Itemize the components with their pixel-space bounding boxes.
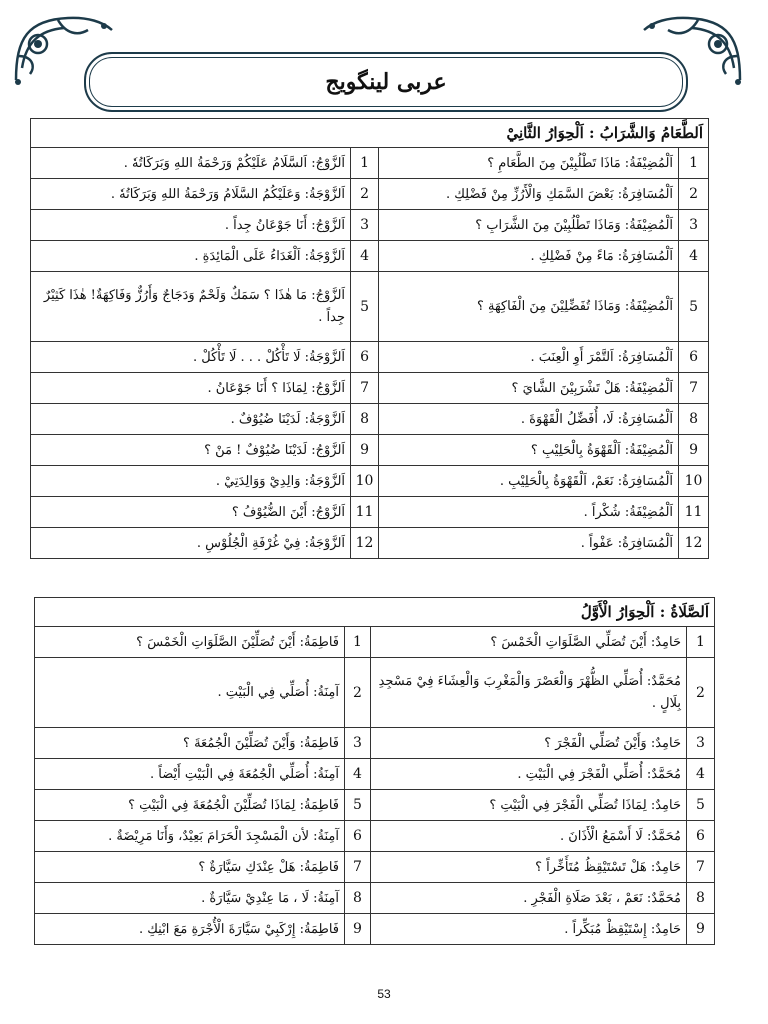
table-row [35,883,715,914]
row-number: 9 [351,435,379,466]
row-number: 5 [687,790,715,821]
table-row [31,466,709,497]
row-number: 8 [345,883,371,914]
row-number: 10 [679,466,709,497]
table-row [35,627,715,658]
dialogue-line-b: اَلزَّوْجُ: مَا هٰذَا ؟ سَمَكٌ وَلَحْمٌ وَدَجَاجٌ وَأَرُزٌّ وَفَاكِهَةٌ! هٰذَا كَثِيْرٌ جِداً . [31,272,351,342]
row-number: 2 [351,179,379,210]
dialogue-line-b: فَاطِمَةُ: إِرْكَبِيْ سَيَّارَةَ الْأُجْرَةِ مَعَ ابْنِكِ . [35,914,345,945]
dialogue-line-a: حَامِدٌ: أَيْنَ تُصَلِّي الصَّلَوَاتِ الْخَمْسَ ؟ [371,627,687,658]
row-number: 5 [345,790,371,821]
table-row [35,852,715,883]
dialogue-line-a: مُحَمَّدٌ: نَعَمْ ، بَعْدَ صَلَاةِ الْفَجْرِ . [371,883,687,914]
row-number: 6 [687,821,715,852]
row-number: 11 [679,497,709,528]
table-row [31,272,709,342]
table-row [31,404,709,435]
row-number: 12 [351,528,379,559]
dialogue-line-b: فَاطِمَةُ: وَأَيْنَ تُصَلِّيْنَ الْجُمُعَةَ ؟ [35,728,345,759]
dialogue-line-a: حَامِدٌ: إِسْتَيْقِظْ مُبَكِّراً . [371,914,687,945]
dialogue-line-a: اَلْمُضِيْفَةُ: وَمَاذَا تُفَضِّلِيْنَ مِنَ الْفَاكِهَةِ ؟ [379,272,679,342]
dialogue-line-a: اَلْمُسَافِرَةُ: مَاءً مِنْ فَضْلِكِ . [379,241,679,272]
row-number: 2 [687,658,715,728]
dialogue-line-a: اَلْمُسَافِرَةُ: عَفْواً . [379,528,679,559]
dialogue-line-b: اَلزَّوْجَةُ: وَعَلَيْكُمُ السَّلَامُ وَرَحْمَةُ اللهِ وَبَرَكَاتُهٗ . [31,179,351,210]
row-number: 7 [679,373,709,404]
row-number: 9 [679,435,709,466]
dialogue-line-b: آمِنَةُ: لأن الْمَسْجِدَ الْحَرَامَ بَعِيْدٌ، وَأَنَا مَرِيْضَةٌ . [35,821,345,852]
table-row [35,821,715,852]
table-row [35,914,715,945]
table-row [31,241,709,272]
dialogue-line-b: اَلزَّوْجَةُ: فِيْ غُرْفَةِ الْجُلُوْسِ . [31,528,351,559]
dialogue-line-a: اَلْمُسَافِرَةُ: اَلتَّمْرَ أَوِ الْعِنَبَ . [379,342,679,373]
table-row [31,342,709,373]
dialogue-line-a: اَلْمُضِيْفَةُ: هَلْ تَشْرَبِيْنَ الشَّايَ ؟ [379,373,679,404]
row-number: 9 [345,914,371,945]
row-number: 1 [679,148,709,179]
dialogue-line-b: آمِنَةُ: أُصَلِّي فِي الْبَيْتِ . [35,658,345,728]
dialogue-line-a: اَلْمُضِيْفَةُ: مَاذَا تَطْلُبِيْنَ مِنَ الطَّعَامِ ؟ [379,148,679,179]
page-title-banner [84,52,688,112]
dialogue-line-b: اَلزَّوْجَةُ: لَا تَأْكُلْ . . . لَا تَأْكُلْ . [31,342,351,373]
row-number: 4 [351,241,379,272]
dialogue-line-b: آمِنَةُ: لَا ، مَا عِنْدِيْ سَيَّارَةٌ . [35,883,345,914]
row-number: 2 [345,658,371,728]
table-row [35,790,715,821]
row-number: 5 [351,272,379,342]
table-row [31,179,709,210]
table-row [31,148,709,179]
dialogue-line-b: اَلزَّوْجُ: اَلسَّلَامُ عَلَيْكُمْ وَرَحْمَةُ اللهِ وَبَرَكَاتُهٗ . [31,148,351,179]
section-title: اَلطَّعَامُ وَالشَّرَابُ : اَلْحِوَارُ الثَّانِيْ [31,119,709,148]
dialogue-line-a: اَلْمُضِيْفَةُ: اَلْقَهْوَةُ بِالْحَلِيْبِ ؟ [379,435,679,466]
section-title: اَلصَّلَاةُ : اَلْحِوَارُ الْأَوَّلُ [35,598,715,627]
row-number: 4 [345,759,371,790]
table-row [31,528,709,559]
dialogue-line-b: اَلزَّوْجَةُ: وَالِدِيْ وَوَالِدَتِيْ . [31,466,351,497]
row-number: 6 [679,342,709,373]
dialogue-line-b: اَلزَّوْجُ: أَيْنَ الضُّيُوْفُ ؟ [31,497,351,528]
row-number: 3 [679,210,709,241]
row-number: 4 [687,759,715,790]
row-number: 1 [687,627,715,658]
table-row [31,497,709,528]
row-number: 8 [687,883,715,914]
dialogue-line-a: حَامِدٌ: هَلْ تَسْتَيْقِظُ مُتَأَخِّراً ؟ [371,852,687,883]
row-number: 6 [345,821,371,852]
row-number: 10 [351,466,379,497]
row-number: 1 [345,627,371,658]
dialogue-line-a: مُحَمَّدٌ: أُصَلِّي الْفَجْرَ فِي الْبَيْتِ . [371,759,687,790]
page-title: عربی لینگویج [325,69,447,95]
row-number: 3 [351,210,379,241]
table-row [31,435,709,466]
dialogue-line-a: حَامِدٌ: وَأَيْنَ تُصَلِّي الْفَجْرَ ؟ [371,728,687,759]
row-number: 7 [351,373,379,404]
dialogue-line-b: اَلزَّوْجُ: لَدَيْنَا ضُيُوْفٌ ! مَنْ ؟ [31,435,351,466]
dialogue-line-a: حَامِدٌ: لِمَاذَا تُصَلِّي الْفَجْرَ فِي الْبَيْتِ ؟ [371,790,687,821]
table-row [35,658,715,728]
table-row [35,759,715,790]
row-number: 3 [345,728,371,759]
row-number: 3 [687,728,715,759]
row-number: 4 [679,241,709,272]
dialogue-table-food [30,118,709,559]
row-number: 2 [679,179,709,210]
dialogue-line-b: فَاطِمَةُ: أَيْنَ تُصَلِّيْنَ الصَّلَوَاتِ الْخَمْسَ ؟ [35,627,345,658]
dialogue-line-a: مُحَمَّدٌ: أُصَلِّي الظُّهْرَ وَالْعَصْرَ وَالْمَغْرِبَ وَالْعِشَاءَ فِيْ مَسْجِدِ بِلَالٍ . [371,658,687,728]
dialogue-line-a: اَلْمُسَافِرَةُ: لَا، أُفَضِّلُ الْقَهْوَةَ . [379,404,679,435]
dialogue-line-a: اَلْمُسَافِرَةُ: بَعْضَ السَّمَكِ وَالْأَرُزِّ مِنْ فَضْلِكِ . [379,179,679,210]
dialogue-line-b: فَاطِمَةُ: هَلْ عِنْدَكِ سَيَّارَةٌ ؟ [35,852,345,883]
table-row [31,373,709,404]
row-number: 8 [679,404,709,435]
dialogue-line-b: اَلزَّوْجَةُ: اَلْغَدَاءُ عَلَى الْمَائِدَةِ . [31,241,351,272]
row-number: 6 [351,342,379,373]
row-number: 1 [351,148,379,179]
dialogue-line-a: اَلْمُسَافِرَةُ: نَعَمْ، اَلْقَهْوَةُ بِالْحَلِيْبِ . [379,466,679,497]
table-row [35,728,715,759]
page-number: 53 [377,987,391,1001]
dialogue-line-a: مُحَمَّدٌ: لَا أَسْمَعُ الْأَذَانَ . [371,821,687,852]
dialogue-line-a: اَلْمُضِيْفَةُ: وَمَاذَا تَطْلُبِيْنَ مِنَ الشَّرَابِ ؟ [379,210,679,241]
row-number: 7 [687,852,715,883]
row-number: 8 [351,404,379,435]
dialogue-line-b: فَاطِمَةُ: لِمَاذَا تُصَلِّيْنَ الْجُمُعَةَ فِي الْبَيْتِ ؟ [35,790,345,821]
dialogue-line-b: آمِنَةُ: أُصَلِّي الْجُمُعَةَ فِي الْبَيْتِ أَيْضاً . [35,759,345,790]
dialogue-table-prayer [34,597,715,945]
row-number: 5 [679,272,709,342]
row-number: 12 [679,528,709,559]
row-number: 9 [687,914,715,945]
row-number: 11 [351,497,379,528]
table-row [31,210,709,241]
dialogue-line-b: اَلزَّوْجُ: لِمَاذَا ؟ أَنَا جَوْعَانُ . [31,373,351,404]
row-number: 7 [345,852,371,883]
dialogue-line-b: اَلزَّوْجُ: أَنَا جَوْعَانُ جِداً . [31,210,351,241]
dialogue-line-a: اَلْمُضِيْفَةُ: شُكْراً . [379,497,679,528]
dialogue-line-b: اَلزَّوْجَةُ: لَدَيْنَا ضُيُوْفٌ . [31,404,351,435]
